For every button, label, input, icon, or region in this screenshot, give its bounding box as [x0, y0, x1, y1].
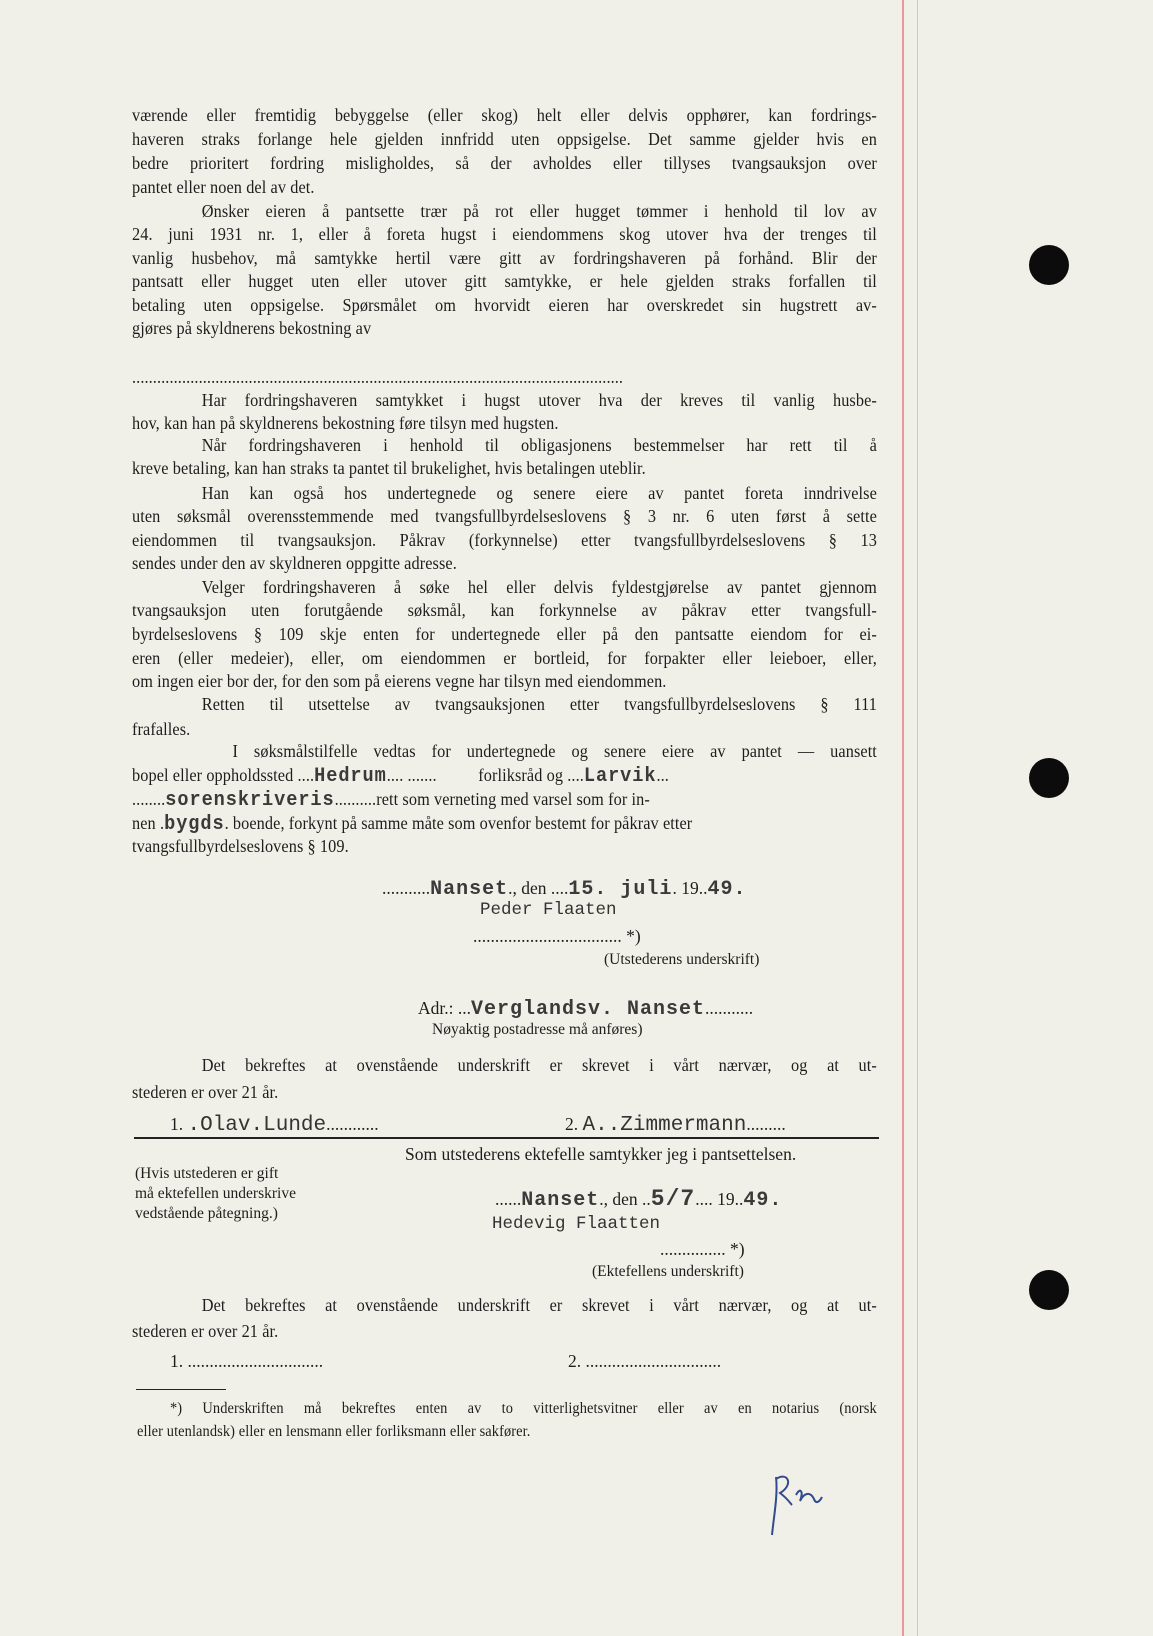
- spouse-place-date: ......Nanset., den ..5/7.... 19..49.: [495, 1186, 783, 1212]
- witness1-signatures: 1. .Olav.Lunde............: [170, 1114, 379, 1137]
- venue-line-4: tvangsfullbyrdelseslovens § 109.: [132, 836, 349, 856]
- body-line: byrdelseslovens § 109 skje enten for undertegnede eller på den pantsatte eiendom for ei-: [132, 624, 877, 644]
- body-line: gjøres på skyldnerens bekostning av: [132, 318, 372, 338]
- body-line: Har fordringshaveren samtykket i hugst utover hva der kreves til vanlig husbe-: [201, 390, 877, 410]
- punch-hole: [1029, 245, 1069, 285]
- spouse-caption: (Ektefellens underskrift): [592, 1263, 744, 1280]
- body-line: om ingen eier bor der, for den som på eierens vegne har tilsyn med eiendommen.: [132, 671, 667, 691]
- body-line: vanlig husbehov, må samtykke hertil være gitt av fordringshaveren på forhånd. Blir der: [132, 248, 877, 268]
- body-line: Når fordringshaveren i henhold til obligasjonens bestemmelser har rett til å: [201, 435, 877, 455]
- issuer-place-date: ...........Nanset., den ....15. juli. 19..49.: [382, 878, 747, 901]
- body-line: Retten til utsettelse av tvangsauksjonen etter tvangsfullbyrdelseslovens § 111: [201, 694, 877, 714]
- witness1-text-2: stederen er over 21 år.: [132, 1082, 279, 1102]
- body-line: Velger fordringshaveren å søke hel eller delvis fyldestgjørelse av pantet gjennom: [201, 577, 877, 597]
- issuer-caption: (Utstederens underskrift): [604, 951, 760, 968]
- witness2-text: Det bekreftes at ovenstående underskrift er skrevet i vårt nærvær, og at ut-: [201, 1295, 877, 1315]
- body-line: eiendommen til tvangsauksjon. Påkrav (forkynnelse) etter tvangsfullbyrdelseslovens § 13: [132, 530, 877, 550]
- witness2-line-1: 1. ...............................: [170, 1351, 324, 1371]
- body-line: hov, kan han på skyldnerens bekostning føre tilsyn med hugsten.: [132, 413, 559, 433]
- body-line: bedre prioritert fordring misligholdes, så der avholdes eller tillyses tvangsauksjon over: [132, 153, 877, 173]
- venue-line-2: ........sorenskriveris..........rett som verneting med varsel som for in-: [132, 789, 650, 812]
- issuer-sig-line: .................................. *): [473, 926, 641, 946]
- witness2-line-2: 2. ...............................: [568, 1351, 722, 1371]
- body-line: betaling uten oppsigelse. Spørsmålet om hvorvidt eieren har overskredet sin hugstrett av-: [132, 295, 877, 315]
- margin-line: [902, 0, 904, 1636]
- footnote-rule: [136, 1389, 226, 1390]
- body-line: pantet eller noen del av det.: [132, 177, 315, 197]
- body-line: sendes under den av skyldneren oppgitte adresse.: [132, 553, 457, 573]
- issuer-signature: Peder Flaaten: [480, 900, 617, 920]
- body-line: haveren straks forlange hele gjelden innfridd uten oppsigelse. Det samme gjelder hvis en: [132, 129, 877, 149]
- body-line: pantsatt eller hugget uten eller utover gitt samtykke, er hele gjelden straks forfallen til: [132, 271, 877, 291]
- spouse-signature: Hedevig Flaatten: [492, 1214, 661, 1234]
- punch-hole: [1029, 1270, 1069, 1310]
- venue-line-1: bopel eller oppholdssted ....Hedrum.... ....... forliksråd og ....Larvik...: [132, 765, 669, 788]
- punch-hole: [1029, 758, 1069, 798]
- spouse-note: (Hvis utstederen er gift må ektefellen underskrive vedstående påtegning.): [135, 1165, 296, 1222]
- issuer-address: Adr.: ...Verglandsv. Nanset...........: [418, 998, 754, 1021]
- body-line: tvangsauksjon uten forutgående søksmål, kan forkynnelse av påkrav etter tvangsfull-: [132, 600, 877, 620]
- footnote-1: *) Underskriften må bekreftes enten av to vitterlighetsvitner eller av en notarius (norsk: [170, 1400, 877, 1417]
- handwritten-initials: [760, 1465, 830, 1545]
- witness2-text-2: stederen er over 21 år.: [132, 1321, 279, 1341]
- address-caption: Nøyaktig postadresse må anføres): [432, 1021, 643, 1038]
- body-line: frafalles.: [132, 719, 191, 739]
- witness1-text: Det bekreftes at ovenstående underskrift er skrevet i vårt nærvær, og at ut-: [201, 1055, 877, 1075]
- venue-line-3: nen .bygds. boende, forkynt på samme måte som ovenfor bestemt for påkrav etter: [132, 813, 693, 836]
- margin-line: [917, 0, 918, 1636]
- body-line: eren (eller medeier), eller, om eiendommen er bortleid, for forpakter eller leieboer, eller,: [132, 648, 877, 668]
- body-line: 24. juni 1931 nr. 1, eller å foreta hugst i eiendommens skog utover hva der trenges til: [132, 224, 877, 244]
- spouse-sig-line: ............... *): [660, 1239, 745, 1259]
- spouse-consent: Som utstederens ektefelle samtykker jeg i pantsettelsen.: [405, 1144, 797, 1164]
- body-line: I søksmålstilfelle vedtas for undertegnede og senere eiere av pantet — uansett: [232, 741, 877, 761]
- witness1-signature-2: 2. A..Zimmermann.........: [565, 1114, 786, 1137]
- body-line: Han kan også hos undertegnede og senere eiere av pantet foreta inndrivelse: [201, 483, 877, 503]
- section-divider: [134, 1137, 879, 1139]
- footnote-2: eller utenlandsk) eller en lensmann eller forliksmann eller sakfører.: [137, 1423, 531, 1440]
- body-line: kreve betaling, kan han straks ta pantet til brukelighet, hvis betalingen uteblir.: [132, 458, 646, 478]
- body-line: Ønsker eieren å pantsette trær på rot eller hugget tømmer i henhold til lov av: [201, 201, 877, 221]
- body-line: uten søksmål overensstemmende med tvangsfullbyrdelseslovens § 3 nr. 6 uten først å sette: [132, 506, 877, 526]
- body-line: værende eller fremtidig bebyggelse (eller skog) helt eller delvis opphører, kan fordrings-: [132, 105, 877, 125]
- dotted-fill-line: ......................................................................................................................: [132, 367, 624, 387]
